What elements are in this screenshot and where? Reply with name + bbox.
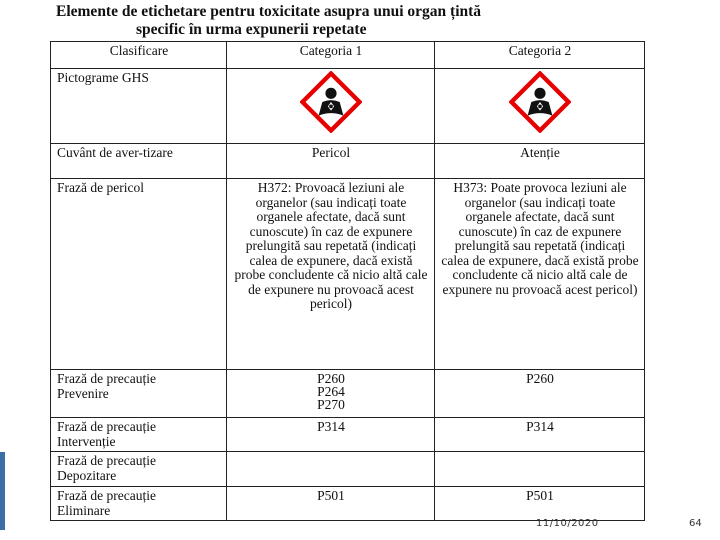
row-label-line-1: Frază de precauție: [57, 419, 156, 434]
table-row-prevention: [51, 370, 645, 418]
row-label-response: [51, 418, 227, 452]
row-label-line-2: Depozitare: [57, 467, 117, 483]
row-label-line-1: Frază de precauție: [57, 453, 156, 468]
cell-prevention-cat1: [227, 370, 435, 418]
table-row-disposal: [51, 487, 645, 521]
precaution-code: P270: [317, 397, 345, 412]
title-line-1: Elemente de etichetare pentru toxicitate asupra unui organ țintă: [56, 3, 482, 20]
title-line-2: specific în urma expunerii repetate: [136, 21, 367, 38]
table-row-signal-word: [51, 144, 645, 179]
slide-date: 11/10/2020: [536, 518, 599, 529]
slide-page-number: 64: [689, 518, 702, 529]
precaution-code: P260: [317, 371, 345, 386]
row-label-pictogram: Pictograme GHS: [51, 69, 227, 144]
page-title: [56, 3, 656, 39]
row-label-storage: [51, 452, 227, 487]
cell-disposal-cat2: P501: [435, 487, 645, 521]
health-hazard-icon: [441, 71, 639, 133]
table-row-response: [51, 418, 645, 452]
labelling-table: [50, 41, 645, 521]
table-row-pictogram: [51, 69, 645, 144]
cell-response-cat2: P314: [435, 418, 645, 452]
cell-storage-cat2: [435, 452, 645, 487]
cell-disposal-cat1: P501: [227, 487, 435, 521]
precaution-code: P264: [317, 384, 345, 399]
row-label-signal-word: Cuvânt de aver-tizare: [51, 144, 227, 179]
row-label-line-1: Frază de precauție: [57, 371, 156, 386]
header-category-1: Categoria 1: [227, 42, 435, 69]
cell-pictogram-cat2: [435, 69, 645, 144]
health-hazard-icon: [233, 71, 429, 133]
cell-signal-word-cat2: Atenție: [435, 144, 645, 179]
cell-hazard-statement-cat1: H372: Provoacă leziuni ale organelor (sau indicați toate organele afectate, dacă sunt cunoscute) în caz de expunere prelungită sau repetată (indicați calea de expunere, dacă există probe concludente că nicio altă cale de expunere nu provoacă acest pericol): [227, 179, 435, 370]
row-label-hazard-statement: Frază de pericol: [51, 179, 227, 370]
row-label-line-1: Frază de precauție: [57, 488, 156, 503]
row-label-prevention: [51, 370, 227, 418]
table-header-row: [51, 42, 645, 69]
cell-storage-cat1: [227, 452, 435, 487]
cell-signal-word-cat1: Pericol: [227, 144, 435, 179]
row-label-disposal: [51, 487, 227, 521]
cell-response-cat1: P314: [227, 418, 435, 452]
table-row-storage: [51, 452, 645, 487]
row-label-line-2: Intervenție: [57, 433, 116, 449]
row-label-line-2: Prevenire: [57, 385, 109, 401]
cell-pictogram-cat1: [227, 69, 435, 144]
cell-hazard-statement-cat2: H373: Poate provoca leziuni ale organelor (sau indicați toate organele afectate, dacă sunt cunoscute) în caz de expunere prelungită sau repetată (indicați calea de expunere, dacă există probe concludente că nicio altă cale de expunere nu provoacă acest pericol): [435, 179, 645, 370]
header-category-2: Categoria 2: [435, 42, 645, 69]
slide-accent-bar: [0, 452, 5, 530]
table-row-hazard-statement: [51, 179, 645, 370]
header-classification: Clasificare: [51, 42, 227, 69]
row-label-line-2: Eliminare: [57, 502, 111, 518]
cell-prevention-cat2: [435, 370, 645, 418]
precaution-code: P260: [526, 371, 554, 386]
